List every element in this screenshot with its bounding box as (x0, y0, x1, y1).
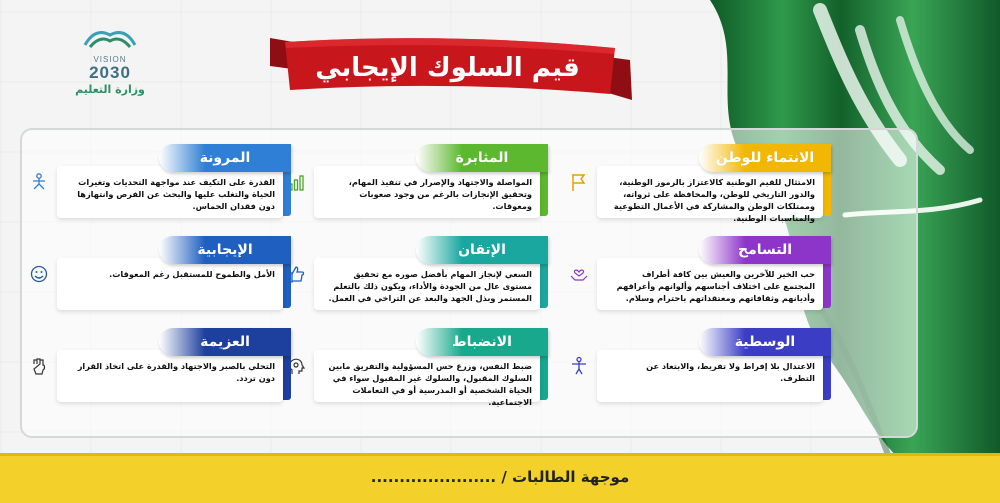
card-side-strip (823, 170, 831, 216)
card-description: القدرة على التكيف عند مواجهة التحديات وتغيرات الحياة والتغلب عليها والبحث عن الفرص وانتهازها دون فقدان الحماس. (57, 166, 283, 218)
card-description: الاعتدال بلا إفراط ولا تفريط، والابتعاد عن التطرف. (597, 350, 823, 402)
value-card-mastery (308, 236, 548, 316)
flag-icon (569, 172, 589, 192)
value-card-belonging (591, 144, 831, 224)
card-side-strip (540, 262, 548, 308)
card-title: العزيمة (159, 328, 291, 356)
card-side-strip (540, 170, 548, 216)
raised-fist-icon (29, 356, 49, 376)
card-title: التسامح (699, 236, 831, 264)
card-side-strip (283, 354, 291, 400)
card-description: التحلي بالصبر والاجتهاد والقدرة على اتخاذ القرار دون تردد. (57, 350, 283, 402)
card-side-strip (823, 262, 831, 308)
flexible-figure-icon (29, 172, 49, 192)
logo-vision-text: VISION (93, 55, 127, 64)
logo-ministry-text: وزارة التعليم (75, 83, 145, 96)
card-side-strip (283, 170, 291, 216)
card-description: الأمل والطموح للمستقبل رغم المعوقات. (57, 258, 283, 310)
card-title: الإيجابية (159, 236, 291, 264)
card-title: المرونة (159, 144, 291, 172)
values-panel (20, 128, 918, 438)
card-side-strip (283, 262, 291, 308)
footer-supervisor-text: موجهة الطالبات / ...................... (370, 468, 630, 486)
card-title: المثابرة (416, 144, 548, 172)
card-description: حب الخير للآخرين والعيش بين كافة أطراف المجتمع على اختلاف أجناسهم وألوانهم وأعراقهم وأديانهم وثقافاتهم ومعتقداتهم باحترام وسلام. (597, 258, 823, 310)
ministry-emblem-icon (80, 25, 140, 51)
card-title: الإتقان (416, 236, 548, 264)
card-title: الانتماء للوطن (699, 144, 831, 172)
card-title: الوسطية (699, 328, 831, 356)
vision-2030-logo (70, 25, 150, 100)
value-card-determination (51, 328, 291, 408)
card-side-strip (540, 354, 548, 400)
value-card-tolerance (591, 236, 831, 316)
card-description: السعي لإنجاز المهام بأفضل صوره مع تحقيق مستوى عال من الجودة والأداء، ويكون ذلك بالتعلم المستمر وبذل الجهد والبعد عن التراخي في العمل. (314, 258, 540, 310)
value-card-flexibility (51, 144, 291, 224)
card-description: الامتثال للقيم الوطنية كالاعتزاز بالرموز الوطنية، والدور التاريخي للوطن، والمحافظة على ثرواته، وممتلكات الوطن والمشاركة في الأعمال التطوعية والمناسبات الوطنية. (597, 166, 823, 218)
card-description: المواصلة والاجتهاد والإصرار في تنفيذ المهام، وتحقيق الإنجازات بالرغم من وجود صعوبات ومعوقات. (314, 166, 540, 218)
smiley-face-icon (29, 264, 49, 284)
card-title: الانضباط (416, 328, 548, 356)
value-card-perseverance (308, 144, 548, 224)
footer-bar (0, 453, 1000, 503)
value-card-discipline (308, 328, 548, 408)
logo-year-text: 2030 (89, 63, 131, 82)
hands-heart-icon (569, 264, 589, 284)
page-title: قيم السلوك الإيجابي (315, 53, 580, 83)
balance-figure-icon (569, 356, 589, 376)
title-ribbon (260, 30, 640, 108)
value-card-moderation (591, 328, 831, 408)
card-side-strip (823, 354, 831, 400)
card-description: ضبط النفس، وزرع حس المسؤولية والتفريق مابين السلوك المقبول، والسلوك غير المقبول سواء في الحياة الشخصية أو المدرسية أو في التعاملات الاجتماعية. (314, 350, 540, 402)
value-card-positivity (51, 236, 291, 316)
